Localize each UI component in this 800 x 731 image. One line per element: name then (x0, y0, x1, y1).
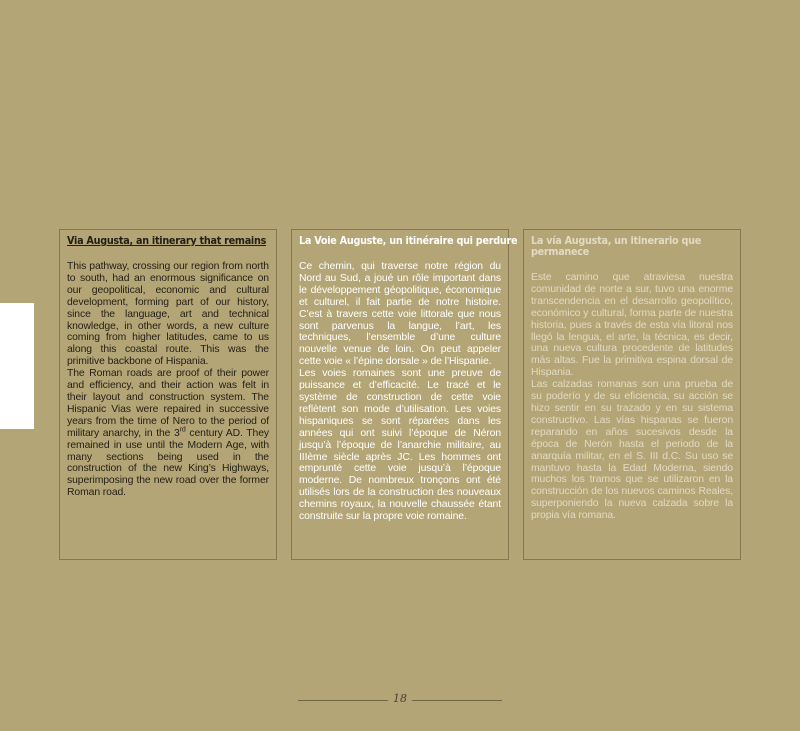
column-french (291, 229, 518, 560)
column-french-paragraph-1: Ce chemin, qui traverse notre région du Nord au Sud, a joué un rôle important dans le développement géopolitique, économique et culturel, il fait partie de notre histoire. C’est à travers cette voie littorale que nous sont parvenus la langue, l’art, les techniques, l’ensemble d’une culture nouvelle venue de loin. On peut appeler cette voie « l’épine dorsale » de l’Hispanie. (299, 261, 501, 368)
side-tab-marker (0, 303, 34, 429)
column-french-paragraph-2: Les voies romaines sont une preuve de puissance et d’efficacité. Le tracé et le système de construction de cette voie reflètent son mode d’utilisation. Les voies hispaniques se sont réparées dans les années qui ont suivi l’époque de Néron jusqu’à l’époque de l’anarchie militaire, au IIIème siècle après JC. Les hommes ont emprunté cette voie jusqu’à l’époque moderne. De nombreux tronçons ont été utilisés lors de la construction des nouveaux chemins royaux, la nouvelle chaussée étant construite sur la propre voie romaine. (299, 368, 501, 523)
column-french-title: La Voie Auguste, un itinéraire qui perdure (299, 235, 518, 247)
column-english-paragraph-2: The Roman roads are proof of their power and efficiency, and their action was felt in their layout and construction system. The Hispanic Vias were repaired in successive years from the time of Nero to the period of military anarchy, in the 3rd century AD. They remained in use until the Modern Age, with many sections being used in the construction of the new King’s Highways, superimposing the new road over the former Roman road. (67, 368, 269, 499)
column-spanish-paragraph-2: Las calzadas romanas son una prueba de su poderío y de su eficiencia, su acción se hizo sentir en su trazado y en su sistema constructivo. Las vías hispanas se fueron reparando en años sucesivos desde la época de Nerón hasta el periodo de la anarquía militar, en el S. III d.C. Su uso se mantuvo hasta la Edad Moderna, siendo muchos los tramos que se utilizaron en la construcción de los nuevos caminos Reales, superponiendo la nueva calzada sobre la propia vía romana. (531, 379, 733, 522)
column-english-title: Via Augusta, an itinerary that remains (67, 235, 267, 247)
footer-rule-right (412, 700, 502, 701)
page-number: 18 (393, 692, 407, 705)
column-spanish-title: La vía Augusta, un itinerario que permanece (531, 235, 701, 258)
column-english-paragraph-1: This pathway, crossing our region from north to south, had an enormous significance on our geopolitical, economic and cultural development, forming part of our history, since the language, art and technical knowledge, in other words, a new culture coming from higher latitudes, came to us along this coastal route. This was the primitive backbone of Hispania. (67, 261, 269, 368)
column-spanish-paragraph-1: Este camino que atraviesa nuestra comunidad de norte a sur, tuvo una enorme transcendencia en el desarrollo geopolítico, económico y cultural, forma parte de nuestra historia, pues a través de esta vía litoral nos llegó la lengua, el arte, la técnica, es decir, una nueva cultura procedente de latitudes más altas. Fue la primitiva espina dorsal de Hispania. (531, 272, 733, 379)
column-spanish (523, 229, 741, 560)
page-footer (0, 692, 800, 706)
column-english (59, 229, 277, 560)
footer-rule-left (298, 700, 388, 701)
